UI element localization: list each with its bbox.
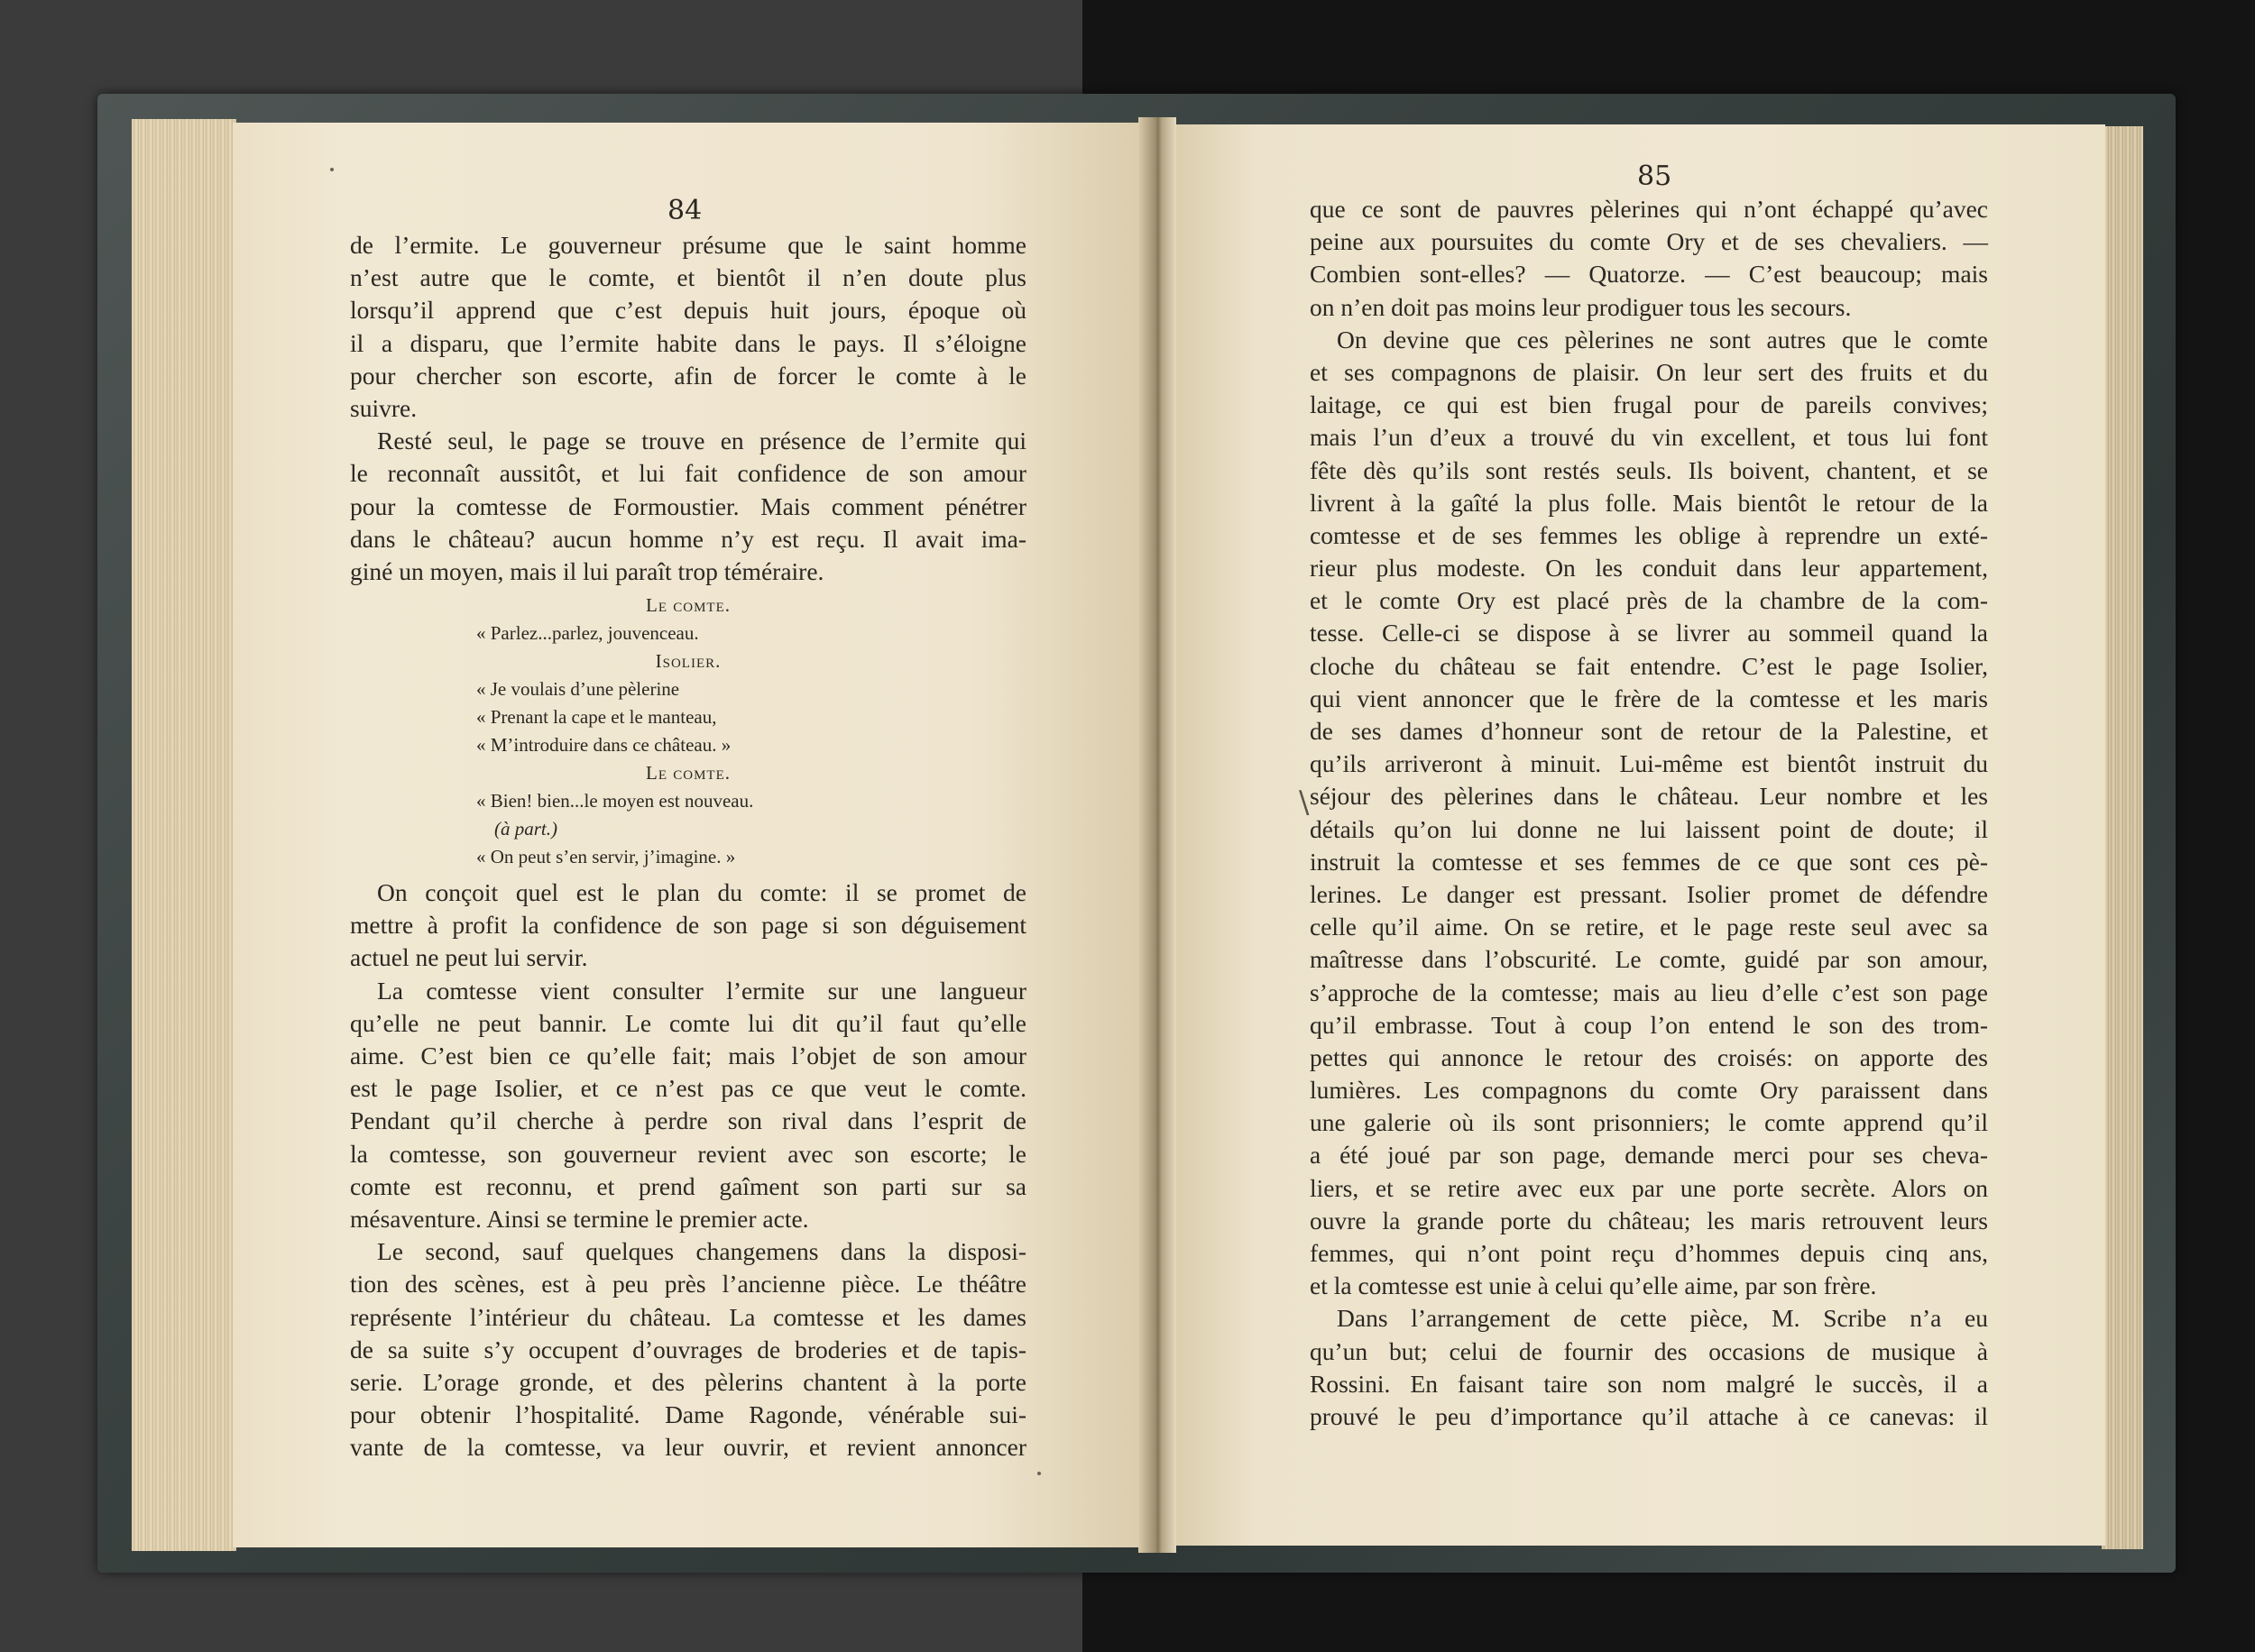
text-line: serie. L’orage gronde, et des pèlerins chantent à la porte [350,1367,1026,1396]
text-line: lerines. Le danger est pressant. Isolier promet de défendre [1310,879,1988,908]
verse-line: « M’introduire dans ce château. » [476,734,732,757]
book-gutter [1138,117,1176,1553]
left-page-number: 84 [667,195,703,226]
text-line: Rossini. En faisant taire son nom malgré le succès, il a [1310,1369,1988,1398]
text-line: Le second, sauf quelques changemens dans la disposi- [377,1237,1026,1266]
verse-line: « Prenant la cape et le manteau, [476,706,717,729]
text-line: le reconnaît aussitôt, et lui fait confidence de son amour [350,459,1026,488]
text-line: on n’en doit pas moins leur prodiguer tous les secours. [1310,292,1852,321]
text-line: a été joué par son page, demande merci pour ses cheva- [1310,1141,1988,1170]
text-line: que ce sont de pauvres pèlerines qui n’ont échappé qu’avec [1310,195,1988,223]
text-line: détails qu’on lui donne ne lui laissent point de doute; il [1310,814,1988,843]
text-line: de l’ermite. Le gouverneur présume que le saint homme [350,231,1026,259]
right-page-number: 85 [1637,161,1672,192]
text-line: ouvre la grande porte du château; les maris retrouvent leurs [1310,1206,1988,1234]
speaker-name: Le comte. [646,762,731,785]
text-line: tion des scènes, est à peu près l’ancienne pièce. Le théâtre [350,1270,1026,1299]
text-line: celle qu’il aime. On se retire, et le page reste seul avec sa [1310,913,1988,941]
text-line: On devine que ces pèlerines ne sont autres que le comte [1337,325,1988,353]
text-line: représente l’intérieur du château. La comtesse et les dames [350,1302,1026,1331]
text-line: qui vient annoncer que le frère de la comtesse et les maris [1310,684,1988,712]
text-line: pour chercher son escorte, afin de forcer le comte à le [350,361,1026,390]
text-line: cloche du château se fait entendre. C’est le page Isolier, [1310,651,1988,680]
page-edges-left [132,119,236,1551]
text-line: et le comte Ory est placé près de la chambre de la com- [1310,586,1988,615]
text-line: mésaventure. Ainsi se termine le premier acte. [350,1204,809,1233]
text-line: liers, et se retire avec eux par une porte secrète. Alors on [1310,1173,1988,1202]
text-line: peine aux poursuites du comte Ory et de ses chevaliers. — [1310,227,1988,256]
text-line: Pendant qu’il cherche à perdre son rival dans l’esprit de [350,1106,1026,1135]
text-line: et ses compagnons de plaisir. On leur sert des fruits et du [1310,357,1988,386]
verse-line: « On peut s’en servir, j’imagine. » [476,846,736,868]
text-line: fête dès qu’ils sont restés seuls. Ils boivent, chantent, et se [1310,455,1988,484]
text-line: tesse. Celle-ci se dispose à se livrer au sommeil quand la [1310,619,1988,647]
text-line: n’est autre que le comte, et bientôt il n’en doute plus [350,263,1026,292]
text-line: giné un moyen, mais il lui paraît trop téméraire. [350,556,824,585]
text-line: lorsqu’il apprend que c’est depuis huit jours, époque où [350,296,1026,325]
text-line: On conçoit quel est le plan du comte: il se promet de [377,878,1026,907]
text-line: comtesse et de ses femmes les oblige à reprendre un exté- [1310,520,1988,549]
text-line: pour la comtesse de Formoustier. Mais comment pénétrer [350,491,1026,520]
right-page-text [1310,193,1988,1433]
text-line: actuel ne peut lui servir. [350,943,588,972]
text-line: pettes qui annonce le retour des croisés: on apporte des [1310,1042,1988,1071]
text-line: prouvé le peu d’importance qu’il attache à ce canevas: il [1310,1401,1988,1430]
text-line: mettre à profit la confidence de son page si son déguisement [350,911,1026,940]
text-line: rieur plus modeste. On les conduit dans leur appartement, [1310,554,1988,583]
text-line: qu’elle ne peut bannir. Le comte lui dit qu’il faut qu’elle [350,1008,1026,1037]
margin-mark: \ [1299,785,1310,821]
text-line: une galerie où ils sont prisonniers; le comte apprend qu’il [1310,1108,1988,1137]
ink-spot [1037,1472,1041,1475]
verse-dialogue [350,592,1026,871]
left-paragraphs-before [350,229,1026,588]
text-line: la comtesse, son gouverneur revient avec son escorte; le [350,1139,1026,1168]
text-line: maîtresse dans l’obscurité. Le comte, guidé par son amour, [1310,945,1988,974]
text-line: comte est reconnu, et prend gaîment son parti sur sa [350,1171,1026,1200]
text-line: pour obtenir l’hospitalité. Dame Ragonde, vénérable sui- [350,1400,1026,1429]
text-line: qu’ils arriveront à minuit. Lui-même est bientôt instruit du [1310,749,1988,778]
text-line: Resté seul, le page se trouve en présence de l’ermite qui [377,427,1026,455]
left-page-text [350,229,1026,1464]
speaker-name: Le comte. [646,594,731,617]
speaker-name: Isolier. [655,650,722,673]
page-edges-right [2102,126,2143,1549]
left-paragraphs-after [350,876,1026,1464]
text-line: Dans l’arrangement de cette pièce, M. Scribe n’a eu [1337,1304,1988,1333]
text-line: Combien sont-elles? — Quatorze. — C’est beaucoup; mais [1310,260,1988,289]
text-line: de sa suite s’y occupent d’ouvrages de broderies et de tapis- [350,1335,1026,1363]
text-line: dans le château? aucun homme n’y est reçu. Il avait ima- [350,524,1026,553]
ink-spot [330,168,334,171]
text-line: est le page Isolier, et ce n’est pas ce que veut le comte. [350,1074,1026,1103]
text-line: femmes, qui n’ont point reçu d’hommes depuis cinq ans, [1310,1239,1988,1267]
text-line: et la comtesse est unie à celui qu’elle aime, par son frère. [1310,1271,1877,1300]
text-line: lumières. Les compagnons du comte Ory paraissent dans [1310,1076,1988,1105]
verse-line: « Bien! bien...le moyen est nouveau. [476,790,754,812]
text-line: laitage, ce qui est bien frugal pour de pareils convives; [1310,390,1988,419]
text-line: livrent à la gaîté la plus folle. Mais bientôt le retour de la [1310,488,1988,517]
verse-line: « Parlez...parlez, jouvenceau. [476,622,699,645]
text-line: qu’un but; celui de fournir des occasions de musique à [1310,1336,1988,1365]
text-line: suivre. [350,393,418,422]
text-line: s’approche de la comtesse; mais au lieu d’elle c’est son page [1310,977,1988,1006]
text-line: séjour des pèlerines dans le château. Leur nombre et les [1310,782,1988,811]
text-line: il a disparu, que l’ermite habite dans le pays. Il s’éloigne [350,328,1026,357]
text-line: vante de la comtesse, va leur ouvrir, et revient annoncer [350,1433,1026,1462]
text-line: de ses dames d’honneur sont de retour de la Palestine, et [1310,717,1988,745]
text-line: instruit la comtesse et ses femmes de ce que sont ces pè- [1310,847,1988,876]
verse-line: « Je voulais d’une pèlerine [476,678,680,701]
text-line: aime. C’est bien ce qu’elle fait; mais l’objet de son amour [350,1042,1026,1069]
stage-direction: (à part.) [494,818,557,840]
text-line: qu’il embrasse. Tout à coup l’on entend le son des trom- [1310,1010,1988,1039]
text-line: La comtesse vient consulter l’ermite sur une langueur [377,976,1026,1005]
text-line: mais l’un d’eux a trouvé du vin excellent, et tous lui font [1310,423,1988,452]
